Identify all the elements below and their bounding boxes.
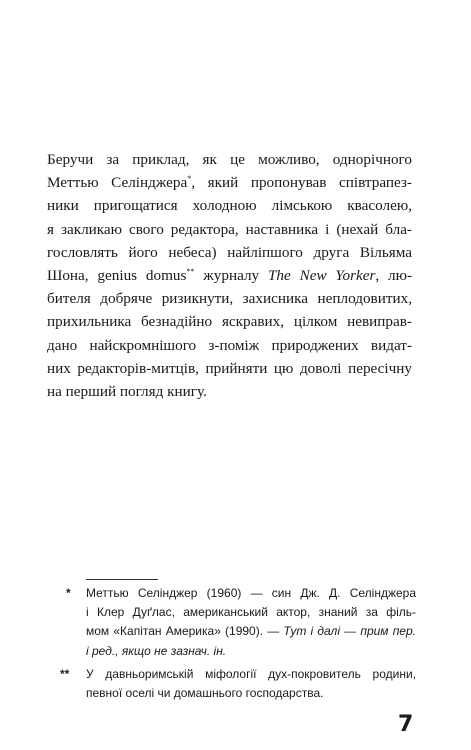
footnotes <box>60 584 416 707</box>
footnote-ref-1[interactable]: * <box>187 174 192 184</box>
footnote-2 <box>60 665 416 703</box>
text-line: ники пригощатися холодною лімською квасолею, <box>47 197 412 215</box>
main-paragraph <box>47 148 412 403</box>
footnote-divider <box>86 579 158 580</box>
text-fragment: Меттью Селінджера <box>47 174 188 192</box>
text-line: дано найскромнішого з-поміж природжених видат- <box>47 336 412 354</box>
footnote-line: У давньоримській міфології дух-покровитель родини, <box>86 666 416 681</box>
footnote-line: і Клер Дуґлас, американський актор, знаний за філь- <box>86 605 416 620</box>
text-line: гословлять його небеса) найліпшого друга Вільяма <box>47 243 412 261</box>
footnote-line: Меттью Селінджер (1960) — син Дж. Д. Селінджера <box>86 586 416 600</box>
footnote-mark: * <box>66 586 71 600</box>
text-line: Беручи за приклад, як це можливо, однорічного <box>47 151 412 168</box>
text-line <box>47 264 412 287</box>
text-line: я закликаю свого редактора, наставника і (нехай бла- <box>47 220 412 238</box>
text-fragment: журналу <box>194 266 268 284</box>
footnote-line: певної оселі чи домашнього господарства. <box>86 685 324 700</box>
text-line: прихильника безнадійно яскравих, цілком невиправ- <box>47 313 412 331</box>
translator-note: Тут і далі — прим пер. <box>283 624 416 639</box>
text-line <box>47 171 412 194</box>
footnote-ref-2[interactable]: ** <box>186 266 195 276</box>
footnote-line <box>86 622 416 641</box>
text-fragment: мом «Капітан Америка» (1990). — <box>86 624 284 639</box>
text-fragment: , лю- <box>375 266 413 284</box>
footnote-mark: ** <box>60 666 70 681</box>
magazine-title: The New Yorker <box>267 266 376 284</box>
translator-note: і ред., якщо не зазнач. ін. <box>86 643 227 658</box>
text-line: бителя добряче ризикнути, захисника неплодовитих, <box>47 290 412 308</box>
page-number: 7 <box>398 712 414 737</box>
footnote-line <box>86 642 416 661</box>
text-fragment: Шона, genius domus <box>47 266 187 284</box>
text-line: на перший погляд книгу. <box>47 382 207 400</box>
text-line: них редакторів-митців, прийняти цю доволі пересічну <box>47 359 412 377</box>
footnote-1 <box>60 584 416 661</box>
text-fragment: , який пропонував співтрапез- <box>191 174 412 192</box>
